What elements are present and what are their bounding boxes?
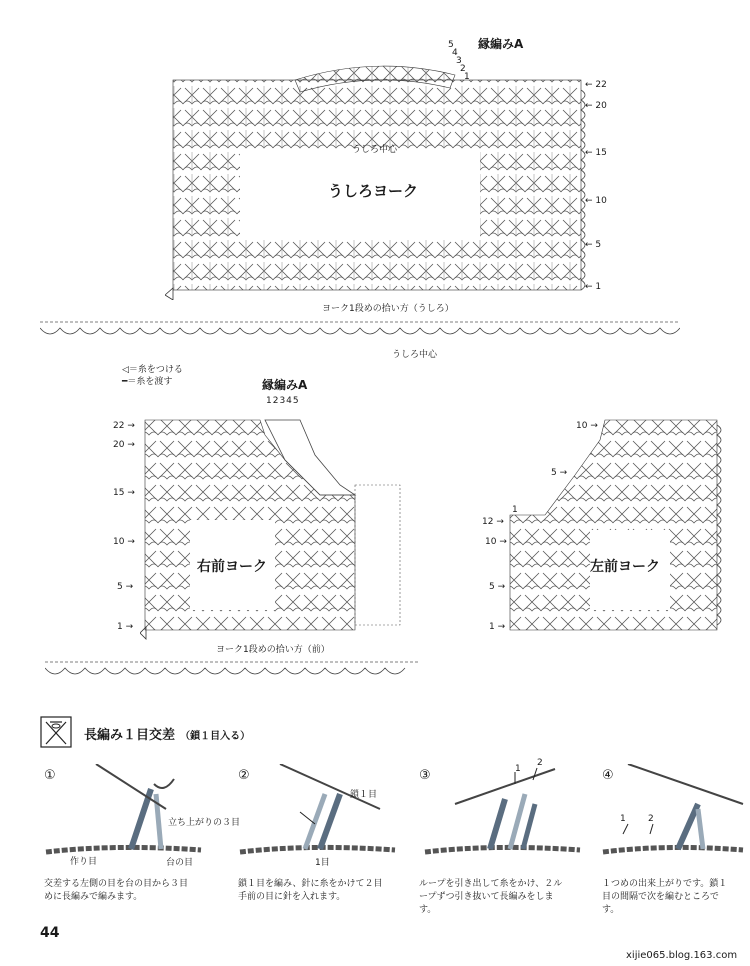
- legend-pass-yarn: ━＝糸を渡す: [122, 377, 173, 387]
- back-yoke-title-panel: [240, 150, 480, 240]
- crossed-dc-symbol-icon: [40, 716, 72, 748]
- technique-title: 長編み１目交差: [84, 728, 176, 743]
- back-pickup-center: うしろ中心: [392, 350, 438, 360]
- left-front-title: 左前ヨーク: [590, 559, 660, 575]
- step-3-illustration: [415, 764, 585, 874]
- step-2: ② 鎖１目 1目 鎖１目を編み、針に糸をかけて２目手前の目に針を入れます。: [230, 764, 400, 914]
- right-front-yoke-grid: [140, 415, 420, 640]
- legend-attach-yarn: ◁＝糸をつける: [122, 365, 183, 375]
- back-pickup-label: ヨーク1段めの拾い方（うしろ）: [322, 304, 454, 314]
- back-center-label: うしろ中心: [352, 145, 398, 155]
- step-3: ③ 1 2 ループを引き出して糸をかけ、２ループずつ引き抜いて長編みをします。: [415, 764, 585, 914]
- technique-subtitle: （鎖１目入る）: [180, 731, 251, 742]
- step-1: ① 立ち上がりの３目 作り目 台の目 交差する左側の目を台の目から３目めに長編みで編みます。: [36, 764, 206, 914]
- back-yoke-title: うしろヨーク: [328, 182, 419, 200]
- right-edging-cols: 12345: [266, 396, 300, 406]
- right-edging-label: 縁編みA: [262, 378, 308, 392]
- back-edging-label: 縁編みA: [478, 37, 524, 51]
- step-4: ④ 1 2 １つめの出来上がりです。鎖１目の間隔で次を編むところです。: [598, 764, 748, 914]
- right-front-title: 右前ヨーク: [197, 559, 267, 575]
- technique-heading: [84, 724, 250, 743]
- front-pickup-label: ヨーク1段めの拾い方（前）: [216, 645, 330, 655]
- site-watermark: xijie065.blog.163.com: [626, 950, 738, 961]
- page-number: 44: [40, 925, 60, 941]
- back-pickup-chain: [40, 316, 680, 344]
- front-pickup-chain: [45, 656, 420, 684]
